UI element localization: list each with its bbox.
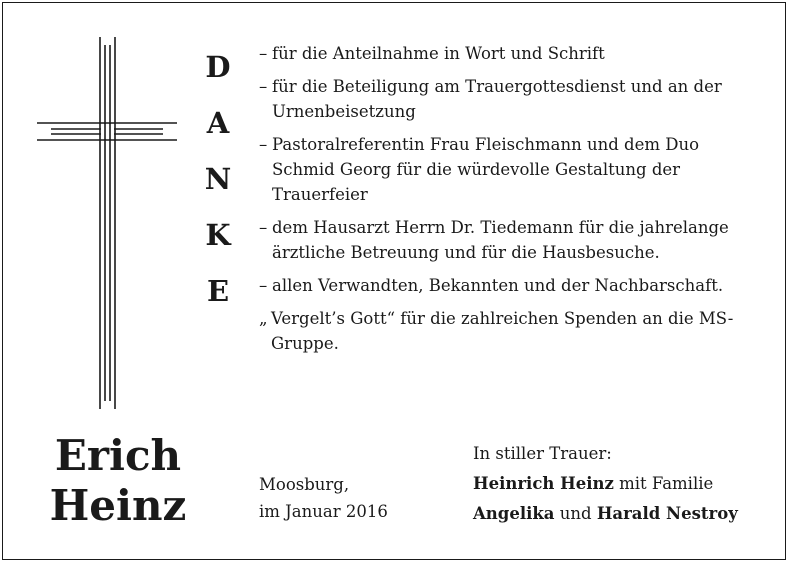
danke-letter-d: D	[205, 50, 231, 84]
thanks-item-text: dem Hausarzt Herrn Dr. Tiedemann für die jahrelange ärztliche Betreuung und für die Hausbesuche.	[272, 218, 729, 262]
danke-letter-a: A	[206, 106, 230, 140]
dash: –	[259, 44, 268, 63]
opening-quote: „	[259, 309, 268, 328]
danke-vertical-word	[195, 39, 241, 319]
thanks-item-text: allen Verwandten, Bekannten und der Nachbarschaft.	[272, 276, 724, 295]
thanks-item-text: für die Beteiligung am Trauergottesdienst und an der Urnenbeisetzung	[272, 77, 722, 121]
thanks-item	[259, 132, 759, 207]
dash: –	[259, 276, 268, 295]
thanks-list	[259, 41, 759, 364]
cross-icon	[31, 37, 183, 409]
mourner-line-2	[473, 499, 738, 529]
mourners-block	[473, 439, 738, 529]
deceased-first-name: Erich	[54, 431, 182, 480]
danke-letter-k: K	[205, 218, 231, 252]
mourners-intro: In stiller Trauer:	[473, 444, 612, 463]
mourner-name-bold: Heinrich Heinz	[473, 474, 614, 493]
donation-thanks	[259, 306, 759, 356]
dash: –	[259, 218, 268, 237]
deceased-name	[43, 431, 193, 531]
dash: –	[259, 135, 268, 154]
place-date	[259, 471, 388, 525]
mourner-suffix: mit Familie	[613, 474, 714, 493]
date: im Januar 2016	[259, 502, 388, 521]
thanks-item	[259, 215, 759, 265]
dash: –	[259, 77, 268, 96]
thanks-item	[259, 41, 759, 66]
thanks-item	[259, 273, 759, 298]
mourner-connector: und	[554, 504, 597, 523]
death-notice-card	[2, 2, 786, 560]
thanks-item-text: für die Anteilnahme in Wort und Schrift	[272, 44, 605, 63]
deceased-last-name: Heinz	[49, 481, 187, 530]
thanks-item	[259, 74, 759, 124]
mourner-name-bold: Angelika	[473, 504, 555, 523]
thanks-item-text: Pastoralreferentin Frau Fleischmann und dem Duo Schmid Georg für die würdevolle Gestaltung der Trauerfeier	[272, 135, 700, 204]
danke-letter-n: N	[204, 162, 232, 196]
mourner-name-bold: Harald Nestroy	[596, 504, 738, 523]
mourner-line-1	[473, 469, 738, 499]
donation-thanks-text: Vergelt’s Gott“ für die zahlreichen Spenden an die MS-Gruppe.	[271, 309, 734, 353]
danke-letter-e: E	[206, 274, 230, 308]
place: Moosburg,	[259, 475, 350, 494]
